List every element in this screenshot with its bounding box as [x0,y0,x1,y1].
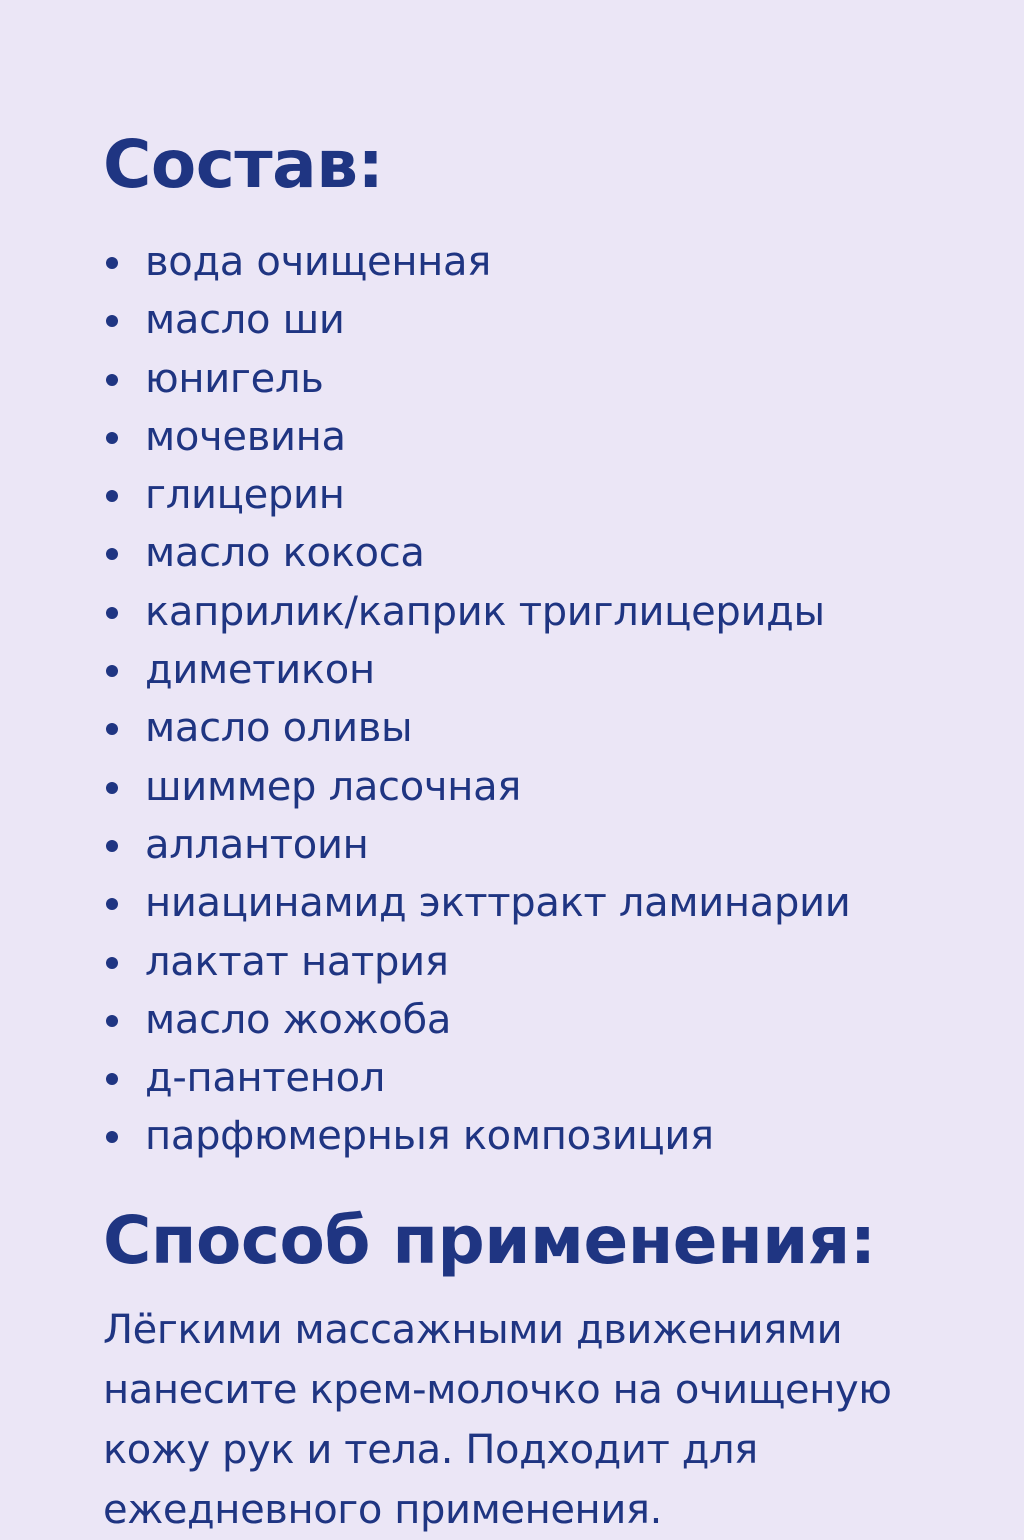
bullet-icon [106,490,118,502]
bullet-icon [106,898,118,910]
bullet-icon [106,1131,118,1143]
ingredient-item [103,874,850,932]
ingredient-label: глицерин [145,472,345,519]
ingredient-item [103,466,850,524]
ingredient-label: парфюмерньıя композиция [145,1113,714,1160]
bullet-icon [106,665,118,677]
bullet-icon [106,723,118,735]
ingredient-label: масло кокоса [145,530,425,577]
ingredient-item [103,933,850,991]
ingredient-label: д-пантенол [145,1055,386,1102]
ingredient-label: мочевина [145,413,346,460]
ingredient-label: аллантоин [145,821,369,868]
usage-line: ежедневного применения. [103,1487,662,1533]
bullet-icon [106,1073,118,1085]
bullet-icon [106,548,118,560]
ingredient-item [103,641,850,699]
bullet-icon [106,315,118,327]
ingredient-label: юнигель [145,355,324,402]
bullet-icon [106,374,118,386]
ingredients-title: Состав: [103,126,384,203]
bullet-icon [106,782,118,794]
ingredient-label: лактат натрия [145,938,449,985]
ingredient-item [103,408,850,466]
bullet-icon [106,607,118,619]
ingredient-item [103,291,850,349]
bullet-icon [106,1015,118,1027]
ingredient-label: масло ши [145,297,345,344]
usage-line: Лёгкими массажными движениями [103,1307,843,1353]
ingredient-label: масло оливы [145,705,413,752]
ingredient-label: ниацинамид экттракт ламинарии [145,880,851,927]
ingredient-label: диметикон [145,647,375,694]
ingredient-label: шиммер ласочная [145,763,522,810]
ingredient-item [103,583,850,641]
ingredient-item [103,816,850,874]
ingredient-item [103,699,850,757]
ingredient-label: вода очищенная [145,239,491,285]
ingredient-item [103,233,850,291]
ingredient-item [103,1049,850,1107]
ingredient-item [103,758,850,816]
bullet-icon [106,432,118,444]
ingredient-item [103,991,850,1049]
usage-line: нанесите крем-молочко на очищеную [103,1367,892,1413]
usage-description [103,1300,983,1540]
usage-line: кожу рук и тела. Подходит для [103,1427,758,1473]
ingredient-label: каприлик/каприк триглицериды [145,588,825,635]
ingredient-item [103,524,850,582]
bullet-icon [106,840,118,852]
bullet-icon [106,257,118,269]
bullet-icon [106,957,118,969]
ingredient-item [103,350,850,408]
ingredient-item [103,1107,850,1165]
usage-title: Способ применения: [103,1202,876,1279]
ingredients-list [103,233,850,1166]
ingredient-label: масло жожоба [145,996,452,1043]
